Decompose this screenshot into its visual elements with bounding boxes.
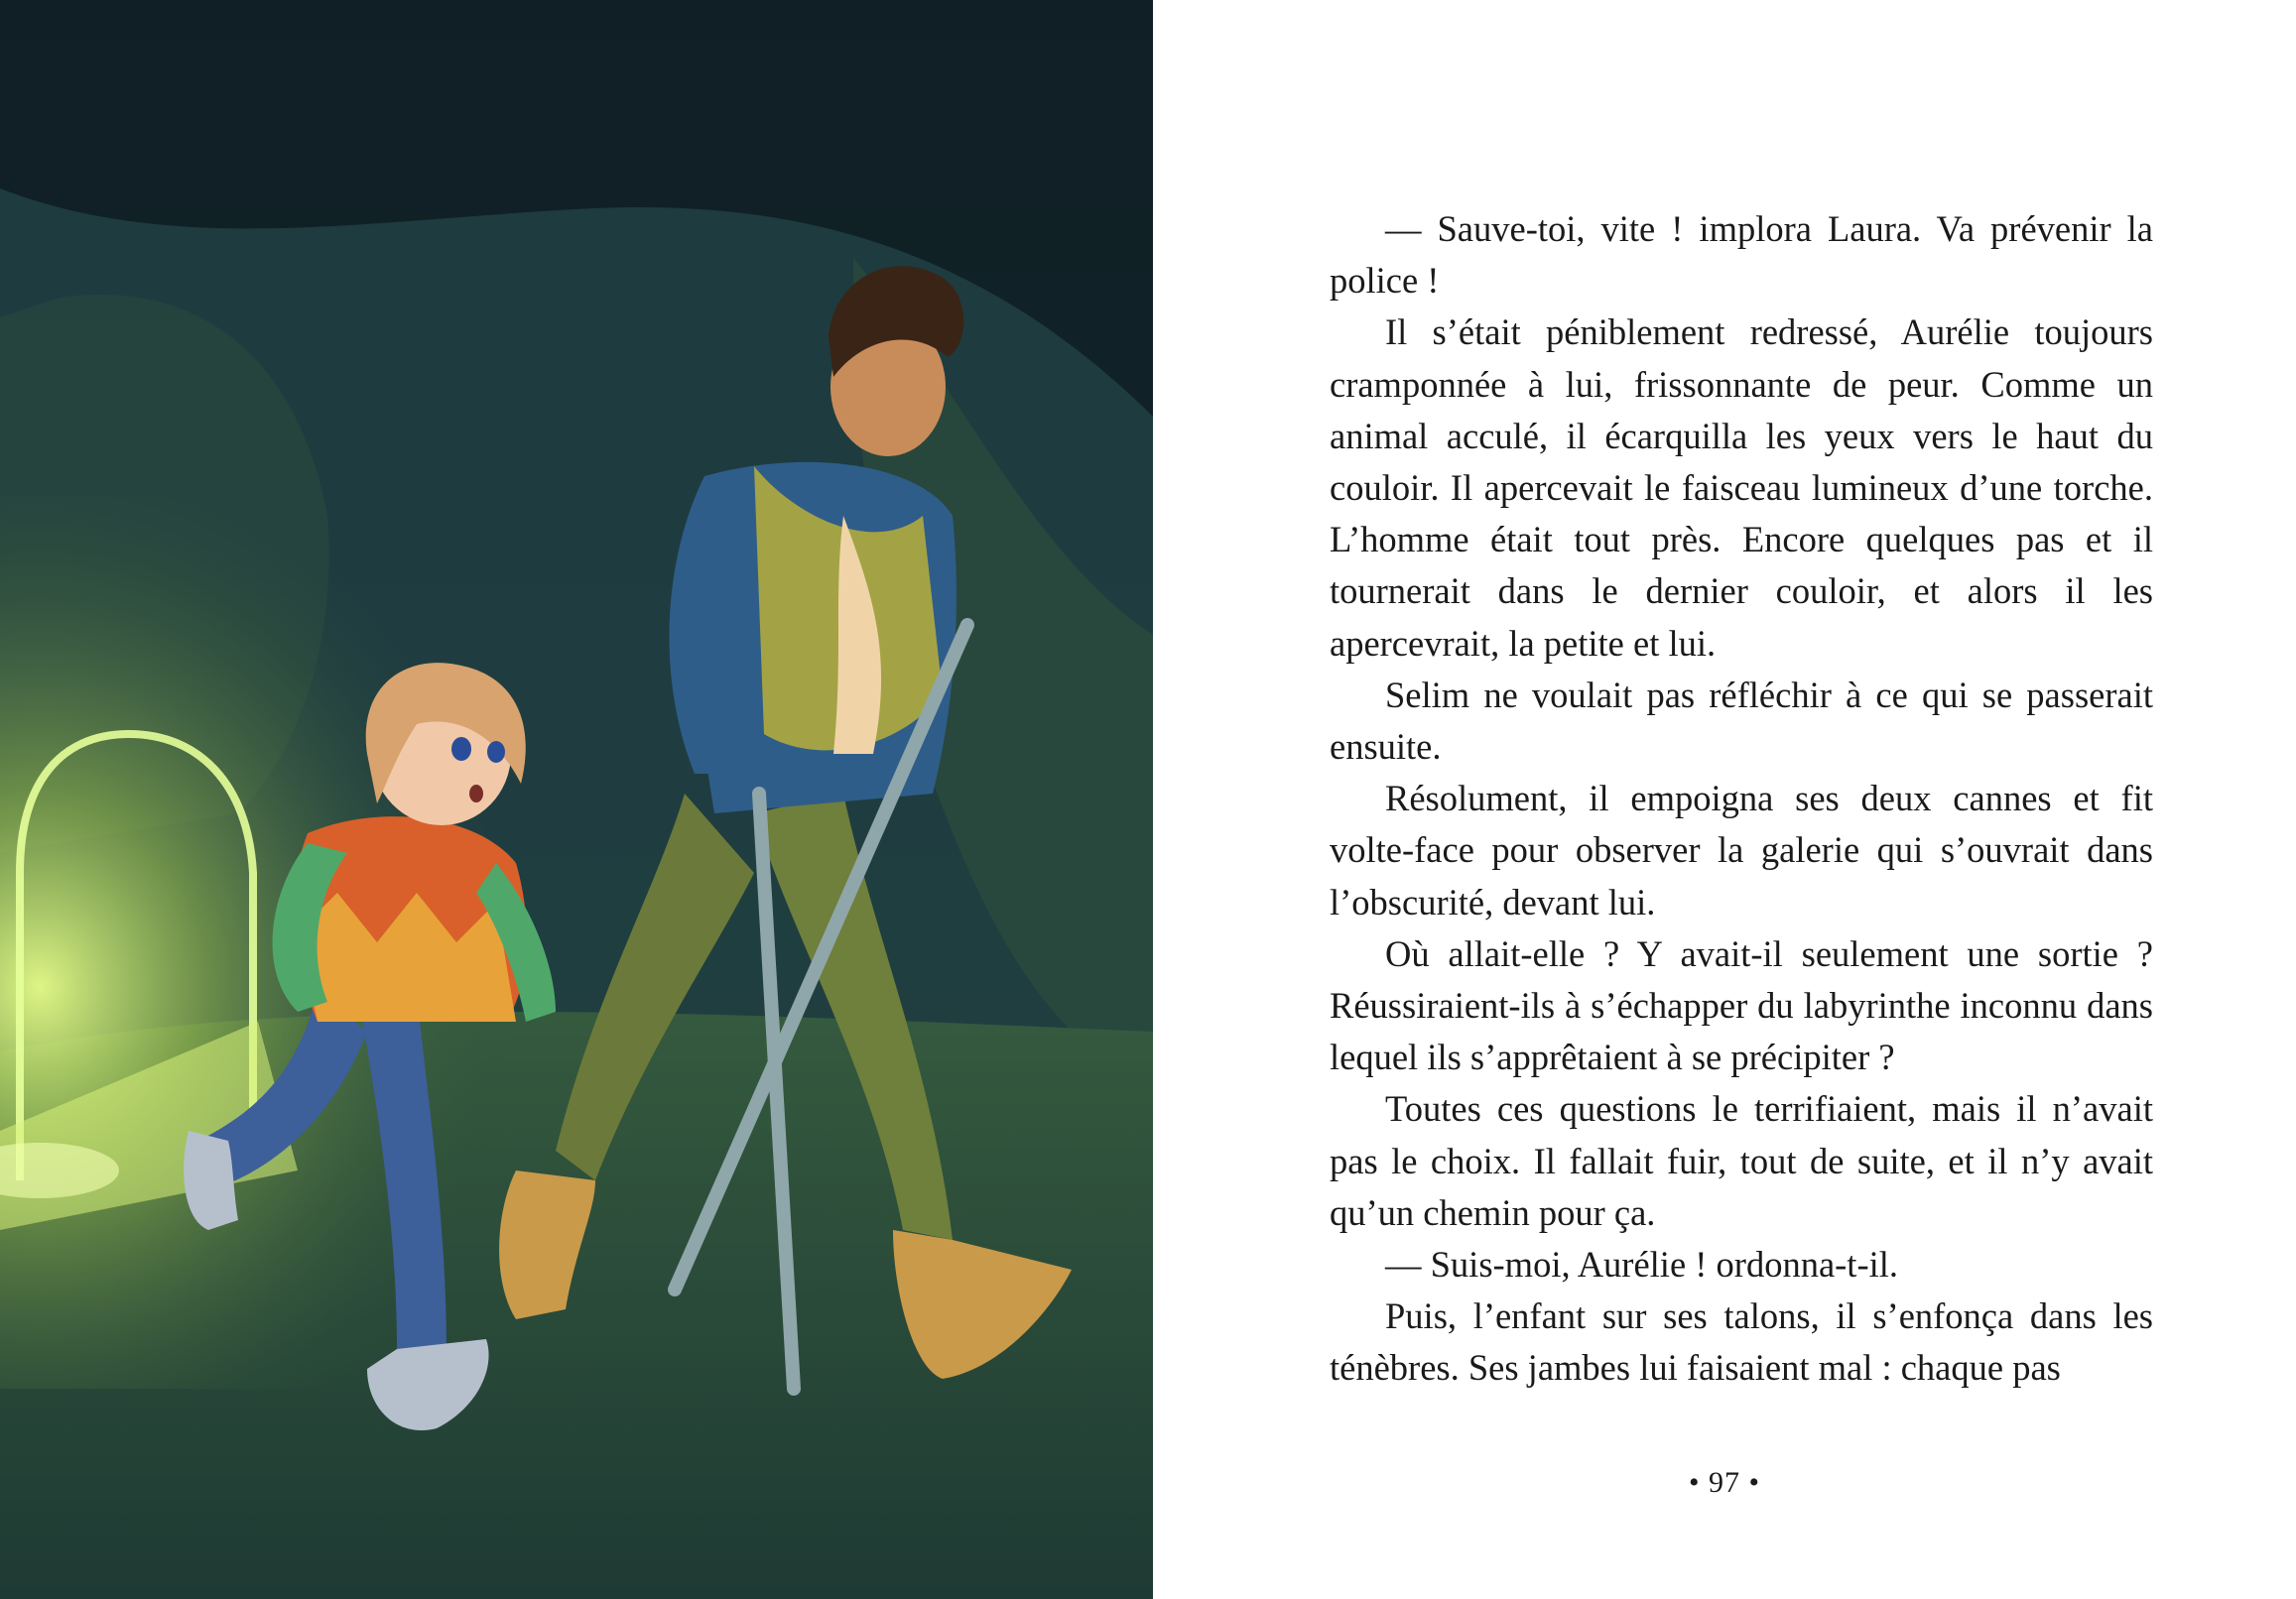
paragraph: Puis, l’enfant sur ses talons, il s’enfonça dans les ténèbres. Ses jambes lui faisaient mal : chaque pas — [1330, 1295, 2153, 1389]
page-number: • 97 • — [1688, 1466, 1760, 1499]
paragraph: Toutes ces questions le terrifiaient, mais il n’avait pas le choix. Il fallait fuir, tout de suite, et il n’y avait qu’un chemin pour ça. — [1330, 1088, 2153, 1233]
paragraph: Il s’était péniblement redressé, Aurélie toujours cramponnée à lui, frissonnante de peur. Comme un animal acculé, il écarquilla les yeux vers le haut du couloir. Il apercevait le faisceau lumineux d’une torche. L’homme était tout près. Encore quelques pas et il tournerait dans le dernier couloir, et alors il les apercevrait, la petite et lui. — [1330, 311, 2153, 664]
paragraph: — Sauve-toi, vite ! implora Laura. Va prévenir la police ! — [1330, 208, 2153, 302]
paragraph: Résolument, il empoigna ses deux cannes et fit volte-face pour observer la galerie qui s’ouvrait dans l’obscurité, devant lui. — [1330, 778, 2153, 922]
paragraph: Où allait-elle ? Y avait-il seulement une sortie ? Réussiraient-ils à s’échapper du labyrinthe inconnu dans lequel ils s’apprêtaient à se précipiter ? — [1330, 932, 2153, 1078]
story-text — [1330, 203, 2153, 1395]
text-page — [1153, 0, 2296, 1599]
paragraph: — Suis-moi, Aurélie ! ordonna-t-il. — [1385, 1244, 1899, 1286]
paragraph: Selim ne voulait pas réfléchir à ce qui se passerait ensuite. — [1330, 674, 2153, 768]
